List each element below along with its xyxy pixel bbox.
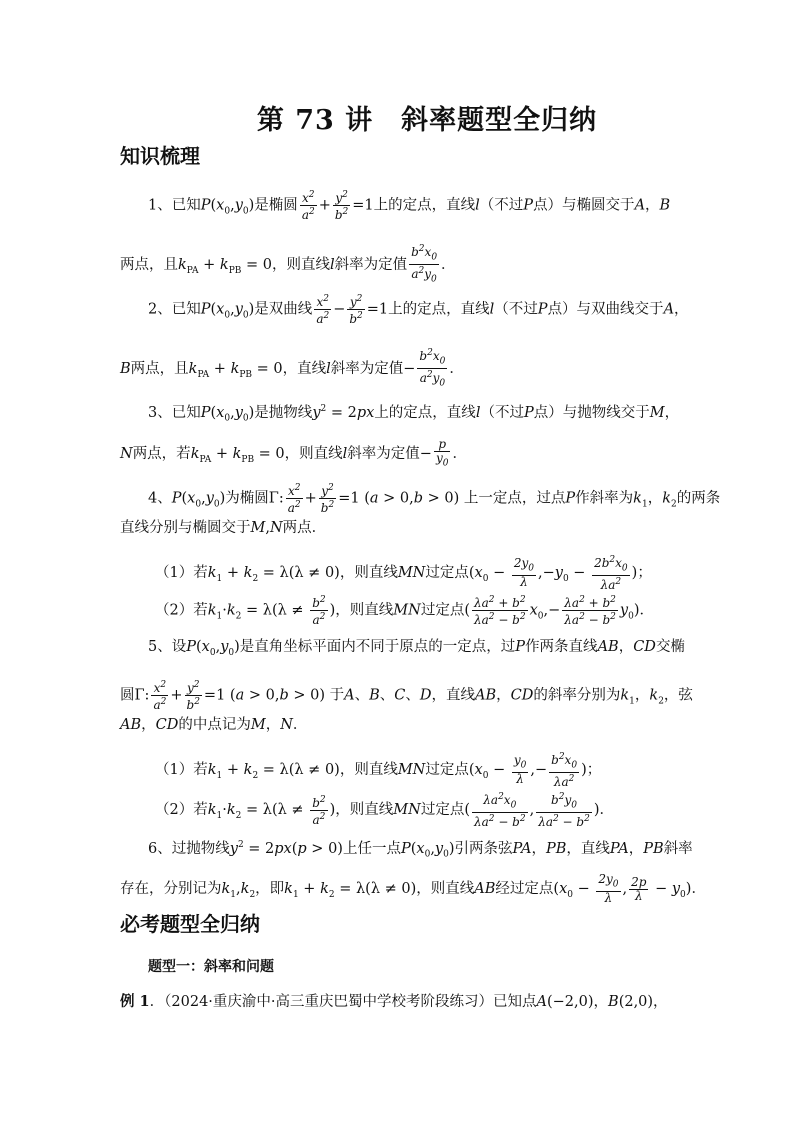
item-4-line-1: 4、$P(x_0,y_0)$为椭圆Γ: $\frac{x^2}{a^2}$ + $\frac{y^2}{b^2}$ =1 (a > 0,b > 0) 上一定点，过点P作斜率为$k_1$，$k_2$的两条 [148, 483, 721, 515]
item-5-case-1: （1）若$k_1 + k_2 = \lambda(\lambda \ne 0)$，则直线MN过定点($x_0$ − $\frac{y_0}{\lambda}$ ,− $\frac{b^2x_0}{\lambda a^2}$ )； [155, 752, 602, 790]
item-5-line-2: 圆Γ: $\frac{x^2}{a^2}$ + $\frac{y^2}{b^2}$ =1 (a > 0,b > 0) 于A、B、C、D，直线AB，CD的斜率分别为$k_1$，$k_2$，弦 [120, 680, 693, 712]
item-5-line-1: 5、设$P(x_0,y_0)$是直角坐标平面内不同于原点的一定点，过P作两条直线AB，CD交椭 [148, 639, 685, 658]
page-title: 第 73 讲 斜率题型全归纳 [256, 105, 598, 136]
item-4-line-2: 直线分别与椭圆交于M,N两点． [120, 520, 327, 536]
item-5-case-2: （2）若$k_1\cdot k_2 = \lambda(\lambda$ ≠ $\frac{b^2}{a^2}$ )，则直线MN过定点( $\frac{\lambda a^2x_0}{\lambda a^2 - b^2}$ , $\frac{b^2y_0}{\lambda a^2 - b^2}$ )． [155, 792, 614, 830]
item-3-line-2: N两点，若$k_{PA} + k_{PB} = 0$，则直线l斜率为定值− $\frac{p}{y_0}$ ． [120, 437, 467, 469]
item-4-case-1: （1）若$k_1 + k_2 = \lambda(\lambda \ne 0)$，则直线MN过定点($x_0$ − $\frac{2y_0}{\lambda}$ $,-y_0$ − $\frac{2b^2x_0}{\lambda a^2}$ )； [155, 555, 652, 593]
item-2-line-2: B两点，且$k_{PA} + k_{PB} = 0$，直线l斜率为定值− $\frac{b^2x_0}{a^2y_0}$ ． [120, 348, 464, 389]
item-6-line-1: 6、过抛物线$y^2 = 2px(p > 0)$上任一点$P(x_0,y_0)$引两条弦PA，PB，直线PA，PB斜率 [148, 840, 693, 860]
item-1-line-2: 两点，且$k_{PA} + k_{PB} = 0$，则直线l斜率为定值 $\frac{b^2x_0}{a^2y_0}$ ． [120, 244, 456, 285]
item-1-line-1: 1、已知$P(x_0,y_0)$是椭圆 $\frac{x^2}{a^2}$ + $\frac{y^2}{b^2}$ =1上的定点，直线l（不过P点）与椭圆交于A，B [148, 190, 671, 222]
item-3-line-1: 3、已知$P(x_0,y_0)$是抛物线$y^2 = 2px$上的定点，直线l（不过P点）与抛物线交于M， [148, 404, 680, 424]
section-heading-knowledge: 知识梳理 [120, 144, 200, 168]
example-1: 例 1．（2024·重庆渝中·高三重庆巴蜀中学校考阶段练习）已知点A(−2,0)，B(2,0)， [120, 993, 668, 1010]
section-heading-types: 必考题型全归纳 [120, 912, 260, 936]
item-5-line-3: AB，CD的中点记为M，N． [120, 717, 308, 733]
type-1-heading: 题型一：斜率和问题 [148, 959, 274, 975]
item-6-line-2: 存在，分别记为$k_1,k_2$，即$k_1 + k_2 = \lambda(\lambda \ne 0)$，则直线AB经过定点($x_0$ − $\frac{2y_0}{\lambda}$ , $\frac{2p}{\lambda}$ − $y_0$)． [120, 872, 706, 906]
item-2-line-1: 2、已知$P(x_0,y_0)$是双曲线 $\frac{x^2}{a^2}$ − $\frac{y^2}{b^2}$ =1上的定点，直线l（不过P点）与双曲线交于A， [148, 294, 689, 326]
item-4-case-2: （2）若$k_1\cdot k_2 = \lambda(\lambda$ ≠ $\frac{b^2}{a^2}$ )，则直线MN过定点( $\frac{\lambda a^2 + b^2}{\lambda a^2 - b^2}$ $x_0,-$ $\frac{\lambda a^2 + b^2}{\lambda a^2 - b^2}$ $y_0$)． [155, 595, 655, 627]
